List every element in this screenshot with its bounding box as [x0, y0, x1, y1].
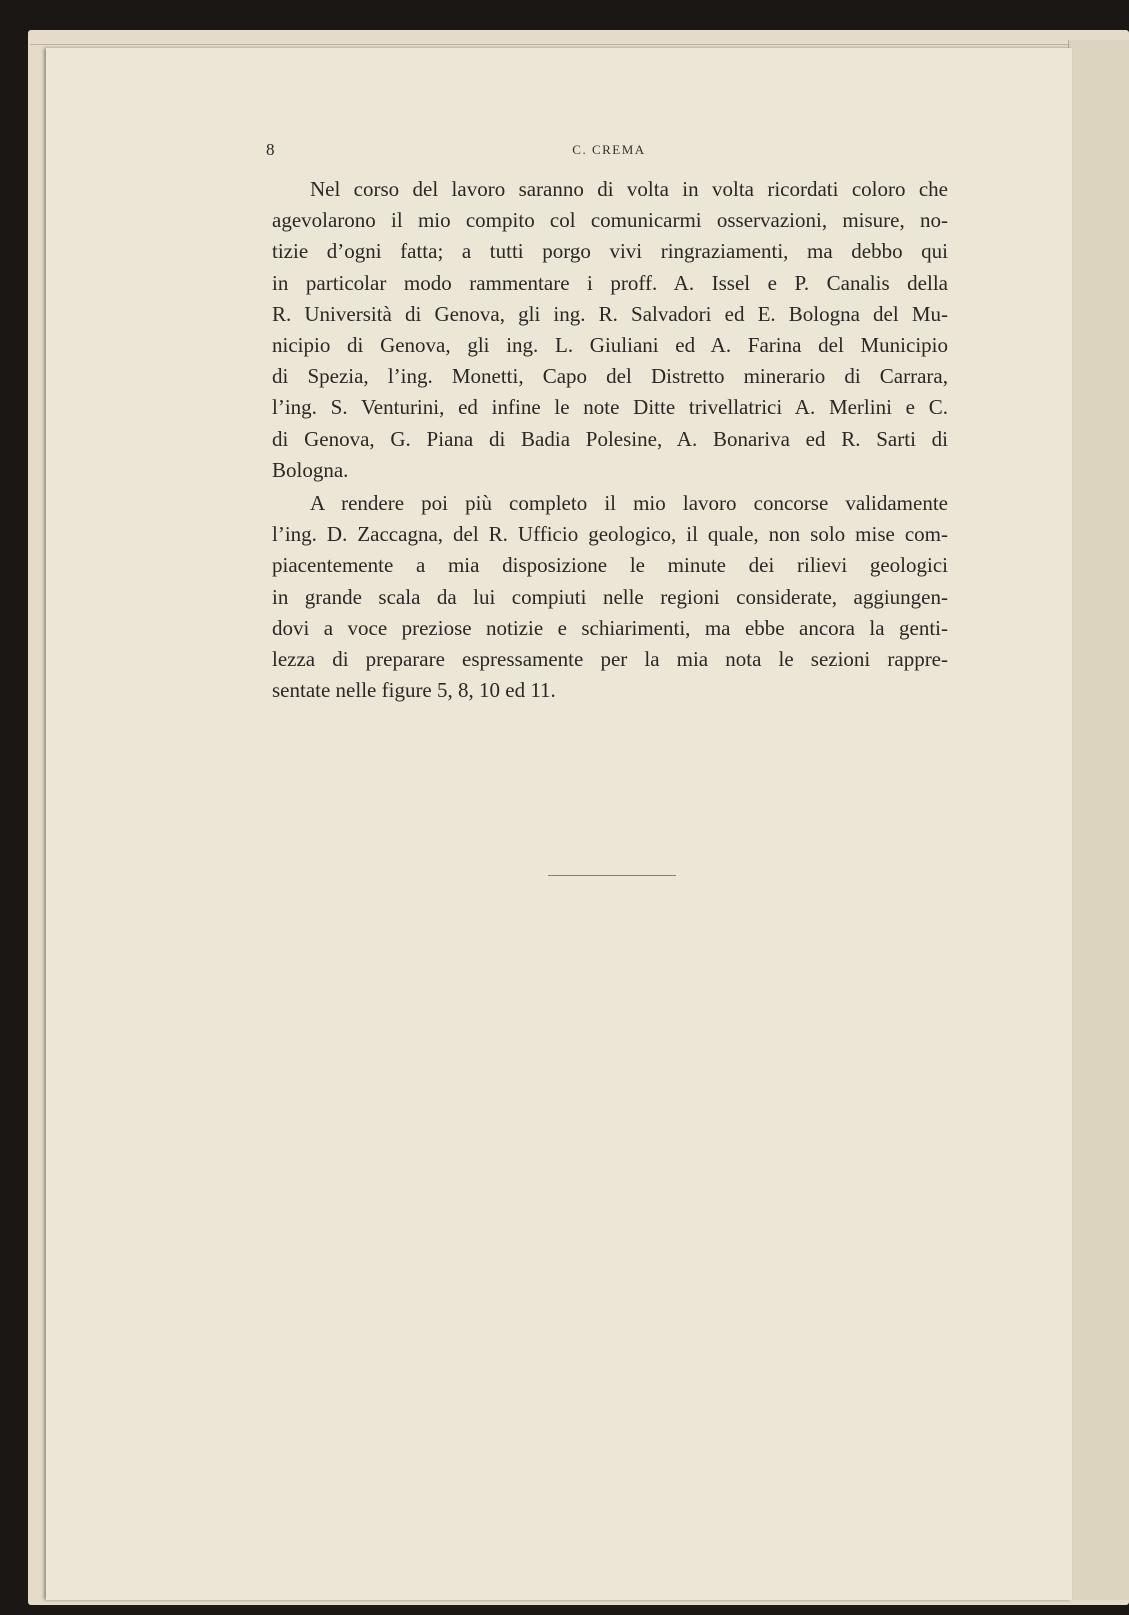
- page-header: [266, 140, 952, 164]
- text-line: l’ing. D. Zaccagna, del R. Ufficio geologico, il quale, non solo mise com-: [272, 522, 948, 547]
- text-line: dovi a voce preziose notizie e schiarimenti, ma ebbe ancora la genti-: [272, 615, 948, 640]
- text-line: l’ing. S. Venturini, ed infine le note Ditte trivellatrici A. Merlini e C.: [272, 395, 948, 420]
- section-separator-rule: [548, 875, 676, 876]
- text-line: A rendere poi più completo il mio lavoro concorse validamente: [310, 491, 948, 516]
- paragraph-zaccagna: [272, 488, 948, 706]
- text-line: in grande scala da lui compiuti nelle regioni considerate, aggiungen-: [272, 584, 948, 609]
- paragraph-acknowledgements: [272, 174, 948, 486]
- page-stack-edge: [30, 44, 1070, 45]
- text-line: sentate nelle figure 5, 8, 10 ed 11.: [272, 678, 556, 703]
- text-line: in particolar modo rammentare i proff. A. Issel e P. Canalis della: [272, 270, 948, 295]
- text-line: Nel corso del lavoro saranno di volta in volta ricordati coloro che: [310, 177, 948, 201]
- text-line: tizie d’ogni fatta; a tutti porgo vivi ringraziamenti, ma debbo qui: [272, 239, 948, 264]
- text-line: nicipio di Genova, gli ing. L. Giuliani ed A. Farina del Municipio: [272, 333, 948, 358]
- page-number: 8: [266, 140, 275, 159]
- text-line: Bologna.: [272, 457, 349, 482]
- facing-page-edge: [1068, 40, 1129, 1600]
- text-line: piacentemente a mia disposizione le minute dei rilievi geologici: [272, 553, 948, 578]
- text-line: di Spezia, l’ing. Monetti, Capo del Distretto minerario di Carrara,: [272, 364, 948, 389]
- text-line: agevolarono il mio compito col comunicarmi osservazioni, misure, no-: [272, 208, 948, 233]
- text-line: di Genova, G. Piana di Badia Polesine, A. Bonariva ed R. Sarti di: [272, 426, 948, 451]
- body-text: [272, 174, 948, 706]
- text-line: lezza di preparare espressamente per la mia nota le sezioni rappre-: [272, 647, 948, 672]
- running-head: C. CREMA: [572, 142, 646, 157]
- text-line: R. Università di Genova, gli ing. R. Salvadori ed E. Bologna del Mu-: [272, 301, 948, 326]
